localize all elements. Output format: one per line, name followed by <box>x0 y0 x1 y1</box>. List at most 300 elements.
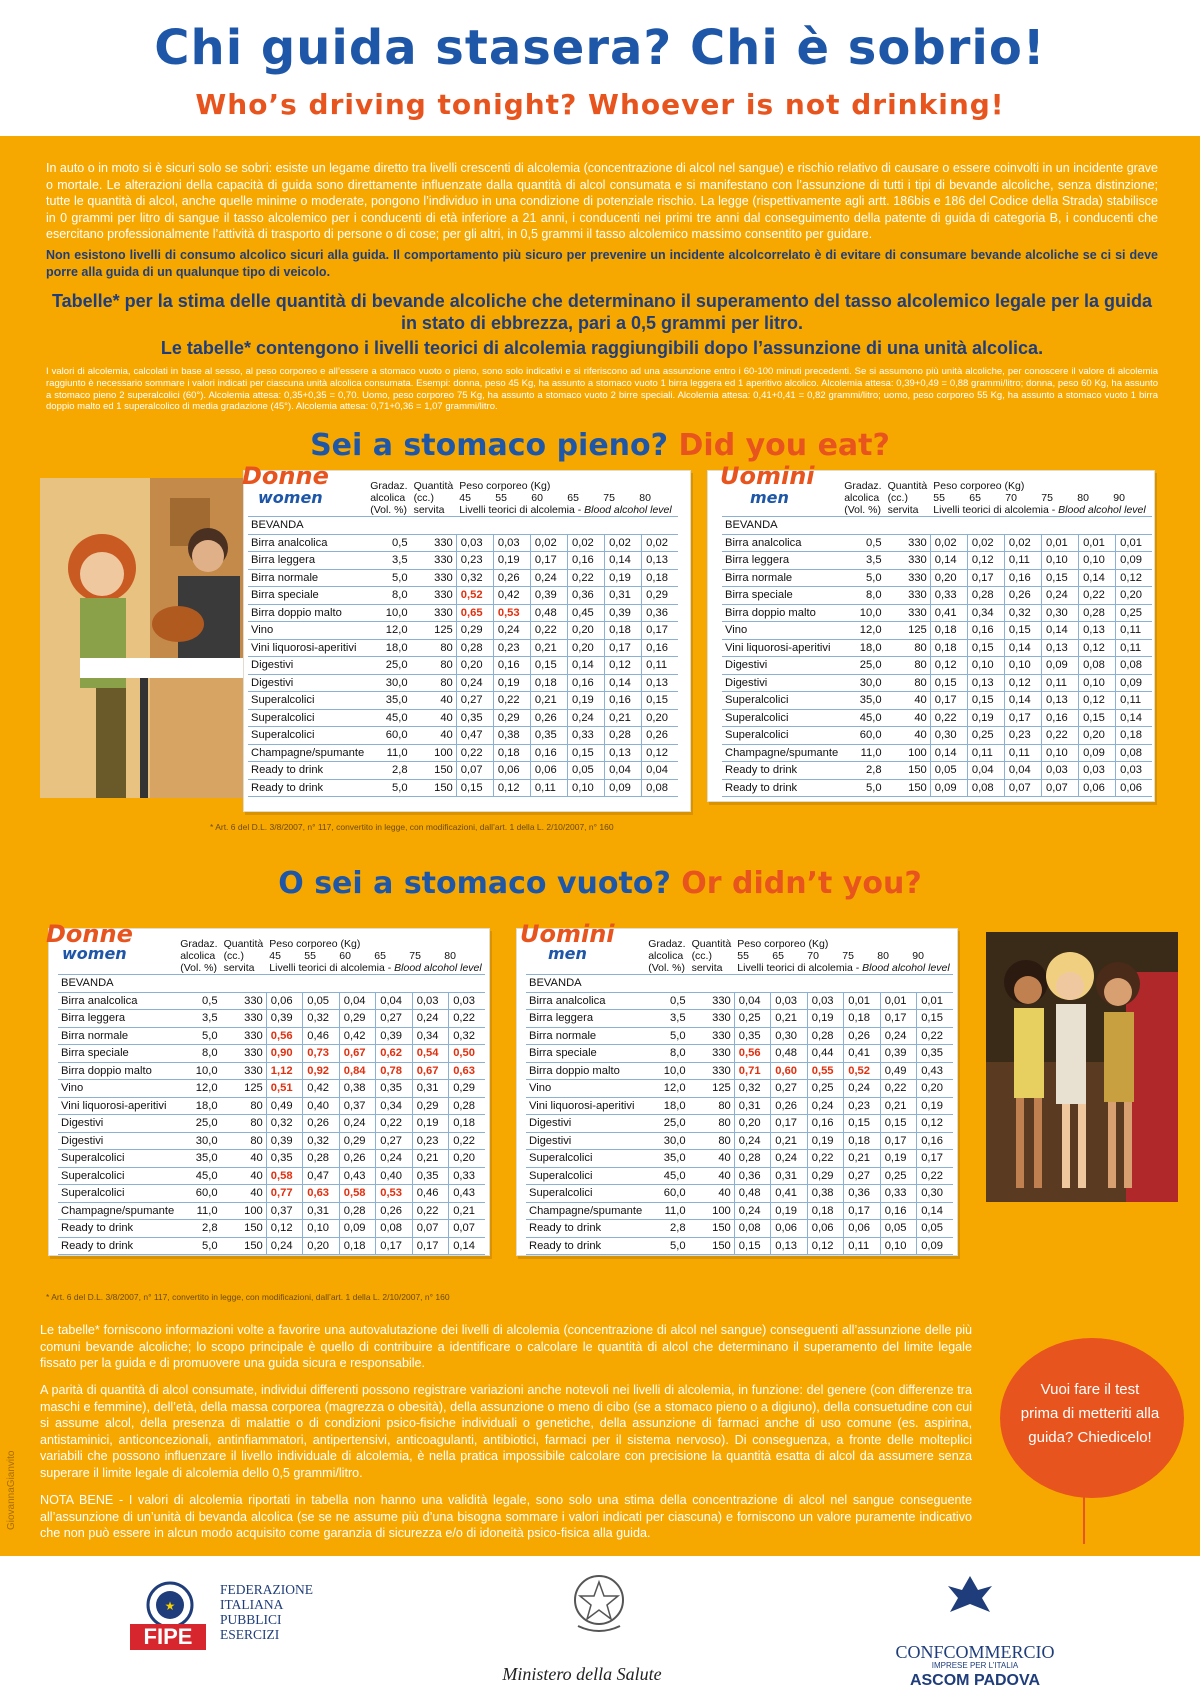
alcohol-value: 0,17 <box>771 1115 807 1133</box>
alcohol-value: 0,24 <box>266 1237 302 1255</box>
drink-abv: 11,0 <box>841 744 884 762</box>
alcohol-value: 0,34 <box>967 604 1004 622</box>
alcohol-value: 0,26 <box>376 1202 412 1220</box>
header-peso: Peso corporeo (Kg) <box>459 480 551 492</box>
alcohol-value: 0,35 <box>734 1027 770 1045</box>
alcohol-value: 0,22 <box>917 1167 953 1185</box>
drink-abv: 3,5 <box>367 552 410 570</box>
drink-abv: 60,0 <box>841 727 884 745</box>
alcohol-value: 0,19 <box>807 1132 843 1150</box>
alcohol-value: 0,24 <box>493 622 530 640</box>
weight-label: 75 <box>603 492 615 504</box>
alcohol-value: 0,07 <box>412 1220 448 1238</box>
alcohol-value: 0,20 <box>568 639 605 657</box>
table-row <box>58 992 485 1010</box>
drink-abv: 0,5 <box>841 534 884 552</box>
alcohol-value: 0,14 <box>1004 692 1041 710</box>
alcohol-value: 0,92 <box>303 1062 339 1080</box>
alcohol-value: 0,24 <box>734 1132 770 1150</box>
alcohol-value: 0,36 <box>734 1167 770 1185</box>
drink-name: Digestivi <box>722 674 841 692</box>
alcohol-value: 0,20 <box>642 709 679 727</box>
title-italian: Chi guida stasera? Chi è sobrio! <box>154 20 1046 76</box>
alcohol-value: 0,84 <box>339 1062 375 1080</box>
drink-abv: 12,0 <box>367 622 410 640</box>
alcohol-value: 0,26 <box>771 1097 807 1115</box>
alcohol-value: 0,35 <box>412 1167 448 1185</box>
alcohol-value: 0,58 <box>266 1167 302 1185</box>
drink-name: Birra normale <box>722 569 841 587</box>
table-row <box>248 534 678 552</box>
alcohol-value: 0,12 <box>930 657 967 675</box>
fipe-logo: FIPE <box>130 1624 206 1650</box>
drink-abv: 25,0 <box>841 657 884 675</box>
alcohol-value: 0,10 <box>1042 744 1079 762</box>
header-weights <box>930 480 1152 517</box>
label-donne-2: Donne <box>46 920 133 948</box>
table-row <box>722 534 1152 552</box>
drink-name: Ready to drink <box>722 762 841 780</box>
alcohol-value: 0,39 <box>880 1045 916 1063</box>
alcohol-value: 0,08 <box>734 1220 770 1238</box>
alcohol-value: 0,18 <box>844 1010 880 1028</box>
alcohol-value: 0,03 <box>1116 762 1153 780</box>
header-weights <box>266 938 484 975</box>
alcohol-value: 0,27 <box>456 692 493 710</box>
header-gradazione: Gradaz. alcolica (Vol. %) <box>177 938 220 975</box>
alcohol-value: 0,41 <box>771 1185 807 1203</box>
drink-name: Birra leggera <box>58 1010 177 1028</box>
alcohol-value: 0,36 <box>844 1185 880 1203</box>
tables-heading-2: Le tabelle* contengono i livelli teorici di alcolemia raggiungibili dopo l’assunzione di una unità alcolica. <box>160 338 1044 358</box>
alcohol-value: 0,12 <box>1079 639 1116 657</box>
footnote-2: * Art. 6 del D.L. 3/8/2007, n° 117, convertito in legge, con modificazioni, dall’art. 1 della L. 2/10/2007, n° 160 <box>46 1292 450 1302</box>
drink-abv: 30,0 <box>645 1132 688 1150</box>
alcohol-value: 0,33 <box>568 727 605 745</box>
drink-abv: 8,0 <box>367 587 410 605</box>
alcohol-value: 0,15 <box>880 1115 916 1133</box>
table-row <box>248 727 678 745</box>
header-quantita: Quantità (cc.) servita <box>885 480 931 517</box>
alcohol-value: 0,39 <box>376 1027 412 1045</box>
label-women-2: women <box>62 944 127 963</box>
alcohol-value: 0,52 <box>844 1062 880 1080</box>
table-row <box>248 604 678 622</box>
drink-quantity: 330 <box>411 569 457 587</box>
header-bevanda: BEVANDA <box>58 975 485 993</box>
drink-quantity: 150 <box>885 762 931 780</box>
alcohol-value: 0,30 <box>917 1185 953 1203</box>
alcohol-value: 1,12 <box>266 1062 302 1080</box>
header-spacer <box>58 938 177 975</box>
drink-name: Birra leggera <box>248 552 367 570</box>
alcohol-value: 0,13 <box>771 1237 807 1255</box>
alcohol-value: 0,03 <box>412 992 448 1010</box>
alcohol-value: 0,06 <box>530 762 567 780</box>
drink-abv: 60,0 <box>645 1185 688 1203</box>
drink-abv: 10,0 <box>177 1062 220 1080</box>
alcohol-value: 0,32 <box>1004 604 1041 622</box>
blood-label: Blood alcohol level <box>862 962 950 974</box>
alcohol-value: 0,21 <box>530 692 567 710</box>
drink-name: Superalcolici <box>248 692 367 710</box>
alcohol-value: 0,17 <box>605 639 642 657</box>
alcohol-value: 0,35 <box>376 1080 412 1098</box>
table-row <box>248 639 678 657</box>
drink-name: Birra doppio malto <box>526 1062 645 1080</box>
drink-name: Ready to drink <box>248 779 367 797</box>
alcohol-value: 0,28 <box>1079 604 1116 622</box>
drink-name: Superalcolici <box>248 709 367 727</box>
table-row <box>722 569 1152 587</box>
alcohol-value: 0,16 <box>1004 569 1041 587</box>
header-livelli <box>737 962 949 974</box>
livelli-label: Livelli teorici di alcolemia - <box>737 962 863 974</box>
drink-abv: 45,0 <box>645 1167 688 1185</box>
alcohol-value: 0,06 <box>844 1220 880 1238</box>
table-row <box>248 744 678 762</box>
alcohol-value: 0,07 <box>1004 779 1041 797</box>
drink-abv: 2,8 <box>367 762 410 780</box>
alcohol-value: 0,11 <box>844 1237 880 1255</box>
drink-name: Ready to drink <box>58 1237 177 1255</box>
weight-label: 75 <box>1041 492 1053 504</box>
alcohol-value: 0,51 <box>266 1080 302 1098</box>
alcohol-value: 0,20 <box>734 1115 770 1133</box>
alcohol-value: 0,14 <box>449 1237 485 1255</box>
alcohol-value: 0,08 <box>642 779 679 797</box>
alcohol-value: 0,21 <box>605 709 642 727</box>
alcohol-value: 0,14 <box>605 674 642 692</box>
alcohol-value: 0,05 <box>917 1220 953 1238</box>
drink-name: Birra doppio malto <box>248 604 367 622</box>
drink-name: Ready to drink <box>526 1237 645 1255</box>
drink-quantity: 80 <box>411 674 457 692</box>
alcohol-value: 0,26 <box>530 709 567 727</box>
weight-label: 80 <box>444 950 456 962</box>
alcohol-value: 0,22 <box>412 1202 448 1220</box>
drink-abv: 2,8 <box>645 1220 688 1238</box>
alcohol-value: 0,25 <box>967 727 1004 745</box>
alcohol-value: 0,17 <box>880 1132 916 1150</box>
drink-quantity: 40 <box>411 727 457 745</box>
alcohol-value: 0,02 <box>930 534 967 552</box>
alcohol-value: 0,31 <box>734 1097 770 1115</box>
confcommercio-sub: IMPRESE PER L’ITALIA <box>931 1661 1019 1670</box>
alcohol-value: 0,28 <box>339 1202 375 1220</box>
weight-label: 45 <box>269 950 281 962</box>
alcohol-value: 0,04 <box>376 992 412 1010</box>
drink-name: Vino <box>526 1080 645 1098</box>
alcohol-value: 0,15 <box>967 639 1004 657</box>
alcohol-value: 0,42 <box>493 587 530 605</box>
alcohol-value: 0,23 <box>493 639 530 657</box>
alcohol-table <box>722 480 1152 797</box>
alcohol-value: 0,24 <box>339 1115 375 1133</box>
alcohol-value: 0,07 <box>456 762 493 780</box>
alcohol-value: 0,11 <box>1042 674 1079 692</box>
alcohol-value: 0,21 <box>449 1202 485 1220</box>
livelli-label: Livelli teorici di alcolemia - <box>269 962 395 974</box>
alcohol-value: 0,90 <box>266 1045 302 1063</box>
weight-label: 55 <box>933 492 945 504</box>
alcohol-value: 0,05 <box>880 1220 916 1238</box>
weight-labels <box>269 950 481 962</box>
alcohol-value: 0,20 <box>1116 587 1153 605</box>
drink-quantity: 330 <box>221 1062 267 1080</box>
alcohol-value: 0,07 <box>1042 779 1079 797</box>
drink-quantity: 330 <box>689 992 735 1010</box>
weight-label: 55 <box>304 950 316 962</box>
svg-text:★: ★ <box>164 1599 176 1613</box>
alcohol-value: 0,22 <box>449 1132 485 1150</box>
drink-abv: 5,0 <box>645 1237 688 1255</box>
drink-quantity: 330 <box>221 1045 267 1063</box>
alcohol-value: 0,29 <box>412 1097 448 1115</box>
drink-abv: 2,8 <box>177 1220 220 1238</box>
drink-abv: 35,0 <box>177 1150 220 1168</box>
italian-republic-emblem-icon <box>570 1568 628 1638</box>
alcohol-value: 0,06 <box>266 992 302 1010</box>
fipe-line-3: PUBBLICI <box>220 1612 282 1627</box>
table-row <box>248 762 678 780</box>
balloon-string <box>1083 1496 1085 1544</box>
drink-name: Birra leggera <box>722 552 841 570</box>
header-weights <box>734 938 952 975</box>
alcohol-value: 0,47 <box>303 1167 339 1185</box>
alcohol-value: 0,15 <box>1042 569 1079 587</box>
alcohol-value: 0,11 <box>642 657 679 675</box>
drink-abv: 5,0 <box>645 1027 688 1045</box>
header-gradazione: Gradaz. alcolica (Vol. %) <box>367 480 410 517</box>
weight-label: 70 <box>1005 492 1017 504</box>
alcohol-value: 0,18 <box>605 622 642 640</box>
alcohol-value: 0,24 <box>807 1097 843 1115</box>
ministry-label: Ministero della Salute <box>502 1664 662 1684</box>
bottom-paragraph-1: Le tabelle* forniscono informazioni volte a favorire una autovalutazione dei livelli di alcolemia (concentrazione di alcol nel sangue) conseguenti all’assunzione delle più comuni bevande alcoliche; lo scopo principale è quello di contribuire a identificare o calcolare le quantità di alcol che determinano il superamento del limite legale fissato per la guida e di promuovere una guida sicura e responsabile. <box>40 1323 972 1371</box>
alcohol-value: 0,16 <box>493 657 530 675</box>
confcommercio-eagle-icon <box>940 1568 1000 1628</box>
drink-name: Birra analcolica <box>526 992 645 1010</box>
alcohol-value: 0,13 <box>1079 622 1116 640</box>
alcohol-value: 0,29 <box>642 587 679 605</box>
alcohol-value: 0,18 <box>339 1237 375 1255</box>
alcohol-value: 0,22 <box>1079 587 1116 605</box>
alcohol-value: 0,32 <box>734 1080 770 1098</box>
table-row <box>58 1167 485 1185</box>
alcohol-value: 0,12 <box>493 779 530 797</box>
alcohol-value: 0,17 <box>642 622 679 640</box>
alcohol-value: 0,22 <box>376 1115 412 1133</box>
table-row <box>526 1150 953 1168</box>
alcohol-value: 0,67 <box>412 1062 448 1080</box>
alcohol-value: 0,21 <box>530 639 567 657</box>
alcohol-value: 0,15 <box>734 1237 770 1255</box>
drink-quantity: 80 <box>689 1132 735 1150</box>
alcohol-value: 0,12 <box>917 1115 953 1133</box>
drink-abv: 5,0 <box>367 569 410 587</box>
alcohol-value: 0,38 <box>493 727 530 745</box>
drink-quantity: 100 <box>885 744 931 762</box>
alcohol-value: 0,44 <box>807 1045 843 1063</box>
alcohol-value: 0,18 <box>530 674 567 692</box>
alcohol-value: 0,14 <box>605 552 642 570</box>
drink-name: Digestivi <box>58 1132 177 1150</box>
alcohol-value: 0,17 <box>930 692 967 710</box>
drink-name: Vini liquorosi-aperitivi <box>526 1097 645 1115</box>
header-peso: Peso corporeo (Kg) <box>933 480 1025 492</box>
drink-quantity: 150 <box>411 779 457 797</box>
drink-name: Superalcolici <box>722 692 841 710</box>
alcohol-value: 0,35 <box>456 709 493 727</box>
alcohol-value: 0,09 <box>917 1237 953 1255</box>
drink-name: Vini liquorosi-aperitivi <box>722 639 841 657</box>
drink-name: Digestivi <box>526 1115 645 1133</box>
alcohol-value: 0,03 <box>456 534 493 552</box>
header-livelli <box>269 962 481 974</box>
alcohol-value: 0,42 <box>339 1027 375 1045</box>
alcohol-value: 0,23 <box>1004 727 1041 745</box>
alcohol-value: 0,33 <box>880 1185 916 1203</box>
drink-name: Superalcolici <box>722 709 841 727</box>
alcohol-value: 0,78 <box>376 1062 412 1080</box>
fipe-text <box>220 1582 313 1642</box>
alcohol-value: 0,24 <box>771 1150 807 1168</box>
alcohol-value: 0,25 <box>807 1080 843 1098</box>
alcohol-value: 0,15 <box>967 692 1004 710</box>
alcohol-value: 0,28 <box>734 1150 770 1168</box>
label-men-2: men <box>548 944 587 963</box>
alcohol-value: 0,18 <box>1116 727 1153 745</box>
header-quantita: Quantità (cc.) servita <box>689 938 735 975</box>
alcohol-value: 0,14 <box>930 744 967 762</box>
header-quantita: Quantità (cc.) servita <box>411 480 457 517</box>
confcommercio-label: CONFCOMMERCIO <box>895 1642 1055 1662</box>
alcohol-value: 0,39 <box>530 587 567 605</box>
drink-abv: 12,0 <box>177 1080 220 1098</box>
drink-quantity: 40 <box>885 709 931 727</box>
alcohol-value: 0,18 <box>807 1202 843 1220</box>
title-english: Who’s driving tonight? Whoever is not drinking! <box>195 88 1005 121</box>
alcohol-value: 0,21 <box>880 1097 916 1115</box>
alcohol-value: 0,16 <box>1042 709 1079 727</box>
drink-name: Superalcolici <box>722 727 841 745</box>
table-row <box>248 657 678 675</box>
drink-abv: 18,0 <box>841 639 884 657</box>
alcohol-value: 0,09 <box>930 779 967 797</box>
table-row <box>248 674 678 692</box>
alcohol-value: 0,02 <box>530 534 567 552</box>
alcohol-value: 0,26 <box>493 569 530 587</box>
alcohol-value: 0,31 <box>412 1080 448 1098</box>
alcohol-value: 0,32 <box>303 1132 339 1150</box>
weight-label: 75 <box>409 950 421 962</box>
alcohol-value: 0,18 <box>930 639 967 657</box>
section-empty-title <box>0 866 1200 901</box>
alcohol-value: 0,06 <box>771 1220 807 1238</box>
alcohol-value: 0,15 <box>1004 622 1041 640</box>
alcohol-value: 0,04 <box>734 992 770 1010</box>
drink-abv: 0,5 <box>177 992 220 1010</box>
drink-quantity: 100 <box>411 744 457 762</box>
alcohol-value: 0,15 <box>930 674 967 692</box>
label-uomini: Uomini <box>720 462 815 490</box>
drink-abv: 5,0 <box>367 779 410 797</box>
drink-quantity: 80 <box>221 1132 267 1150</box>
blood-label: Blood alcohol level <box>1058 504 1146 516</box>
header-spacer <box>722 480 841 517</box>
alcohol-value: 0,14 <box>1079 569 1116 587</box>
livelli-label: Livelli teorici di alcolemia - <box>459 504 585 516</box>
table-row <box>722 639 1152 657</box>
alcohol-value: 0,12 <box>967 552 1004 570</box>
alcohol-value: 0,15 <box>456 779 493 797</box>
drink-quantity: 100 <box>221 1202 267 1220</box>
table-row <box>722 744 1152 762</box>
drink-quantity: 80 <box>221 1115 267 1133</box>
section-full-en: Did you eat? <box>678 428 890 463</box>
drink-abv: 0,5 <box>645 992 688 1010</box>
alcohol-value: 0,46 <box>412 1185 448 1203</box>
alcohol-value: 0,22 <box>930 709 967 727</box>
alcohol-value: 0,28 <box>456 639 493 657</box>
weight-label: 70 <box>807 950 819 962</box>
alcohol-value: 0,08 <box>967 779 1004 797</box>
drink-name: Champagne/spumante <box>58 1202 177 1220</box>
alcohol-value: 0,60 <box>771 1062 807 1080</box>
alcohol-value: 0,71 <box>734 1062 770 1080</box>
alcohol-value: 0,29 <box>339 1010 375 1028</box>
alcohol-value: 0,25 <box>734 1010 770 1028</box>
alcohol-value: 0,03 <box>449 992 485 1010</box>
alcohol-value: 0,01 <box>917 992 953 1010</box>
drink-quantity: 150 <box>221 1220 267 1238</box>
weight-label: 90 <box>1113 492 1125 504</box>
alcohol-value: 0,03 <box>771 992 807 1010</box>
alcohol-value: 0,22 <box>449 1010 485 1028</box>
drink-quantity: 330 <box>411 552 457 570</box>
party-girls-illustration <box>986 932 1178 1202</box>
alcohol-value: 0,16 <box>967 622 1004 640</box>
drink-quantity: 125 <box>885 622 931 640</box>
drink-name: Superalcolici <box>526 1167 645 1185</box>
drink-quantity: 80 <box>689 1097 735 1115</box>
alcohol-value: 0,11 <box>967 744 1004 762</box>
alcohol-value: 0,31 <box>303 1202 339 1220</box>
drink-abv: 8,0 <box>841 587 884 605</box>
label-donne: Donne <box>242 462 329 490</box>
alcohol-value: 0,08 <box>1116 657 1153 675</box>
drink-quantity: 40 <box>221 1150 267 1168</box>
alcohol-value: 0,21 <box>412 1150 448 1168</box>
alcohol-value: 0,49 <box>266 1097 302 1115</box>
alcohol-value: 0,24 <box>1042 587 1079 605</box>
alcohol-value: 0,18 <box>642 569 679 587</box>
drink-abv: 25,0 <box>177 1115 220 1133</box>
section-full-it: Sei a stomaco pieno? <box>310 428 669 463</box>
alcohol-value: 0,40 <box>376 1167 412 1185</box>
table-row <box>526 1132 953 1150</box>
weight-label: 60 <box>531 492 543 504</box>
alcohol-value: 0,19 <box>771 1202 807 1220</box>
alcohol-value: 0,26 <box>1004 587 1041 605</box>
alcohol-value: 0,06 <box>493 762 530 780</box>
alcohol-value: 0,36 <box>568 587 605 605</box>
drink-quantity: 150 <box>221 1237 267 1255</box>
alcohol-value: 0,16 <box>605 692 642 710</box>
alcohol-value: 0,16 <box>917 1132 953 1150</box>
drink-quantity: 330 <box>689 1010 735 1028</box>
